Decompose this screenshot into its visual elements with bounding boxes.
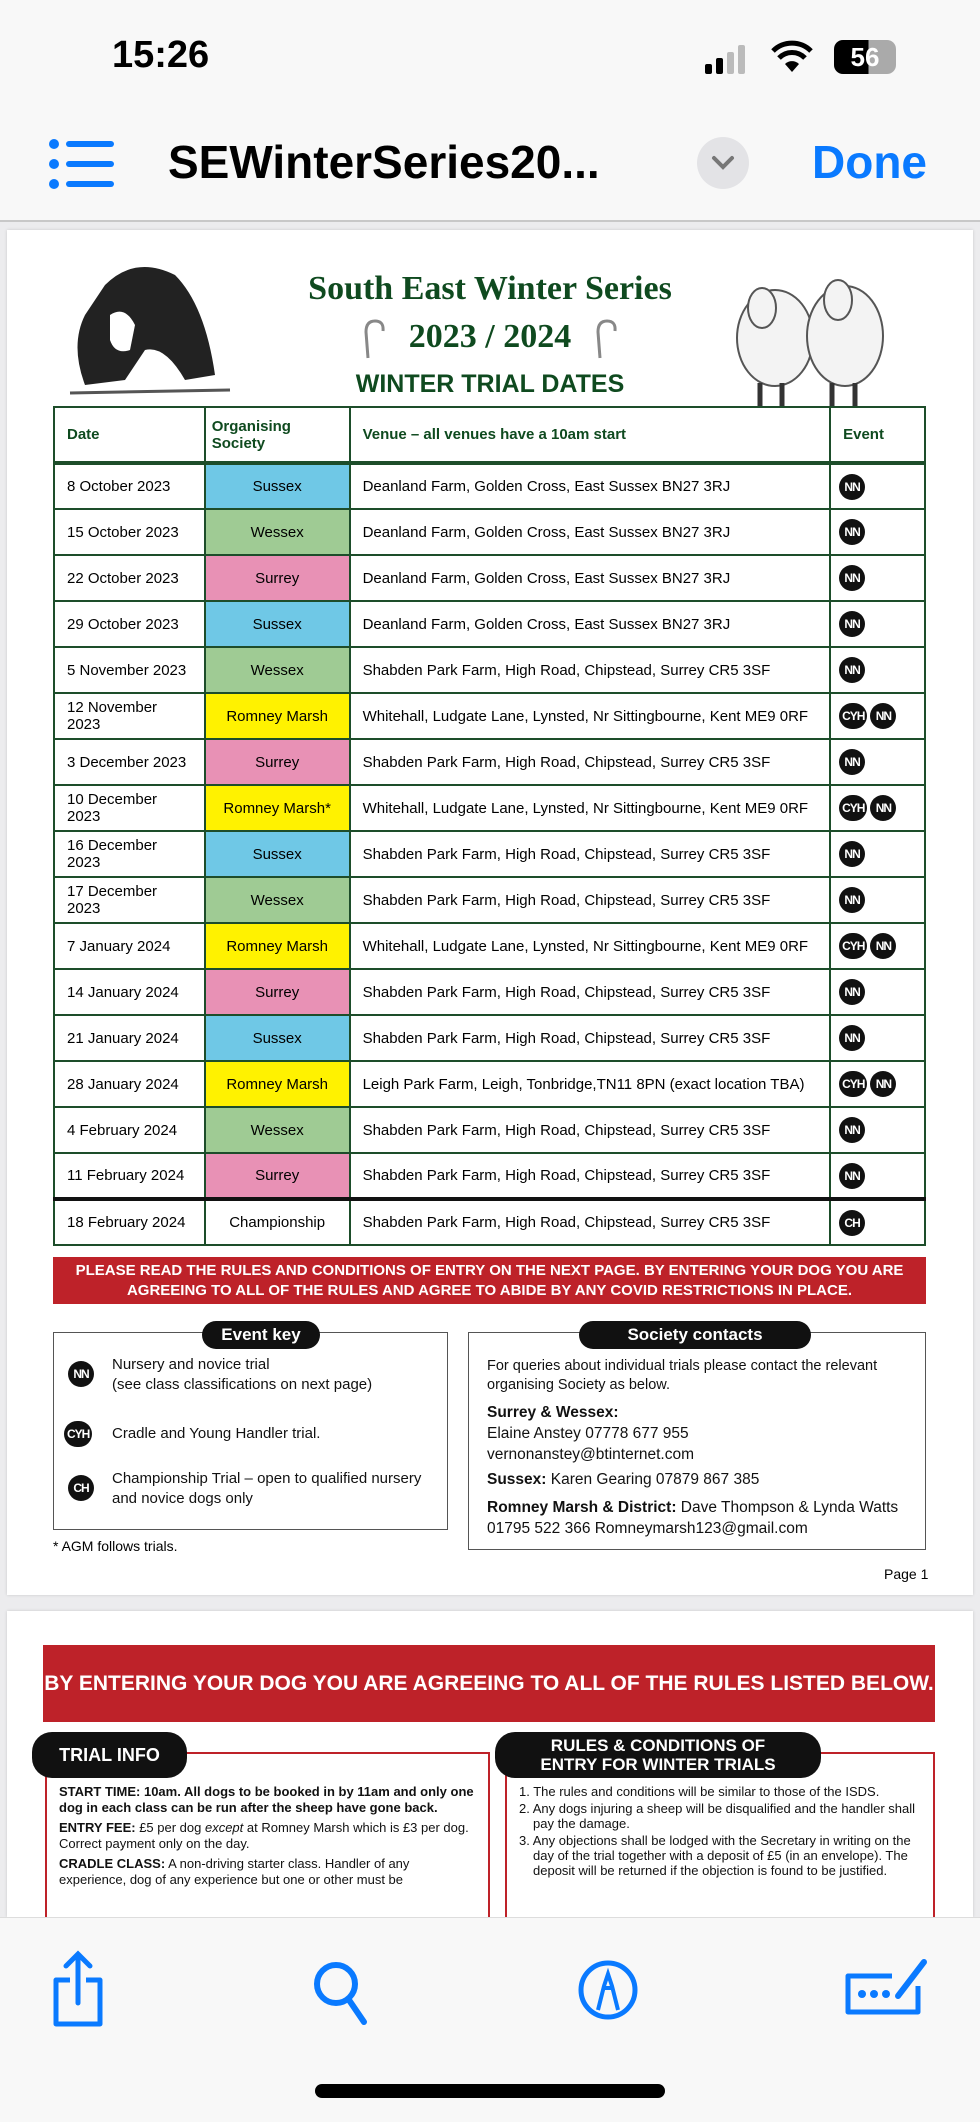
date-cell: 21 January 2024 [54, 1015, 205, 1061]
title-menu-button[interactable] [697, 137, 749, 189]
nn-badge-icon: NN [839, 657, 865, 683]
date-cell: 5 November 2023 [54, 647, 205, 693]
search-icon[interactable] [312, 1958, 372, 2028]
nn-badge-icon: NN [839, 841, 865, 867]
nn-badge-icon: NN [870, 795, 896, 821]
nn-badge-icon: NN [839, 1025, 865, 1051]
table-row [54, 509, 925, 555]
nn-badge-icon: NN [870, 933, 896, 959]
rule-item: 2. Any dogs injuring a sheep will be disqualified and the handler shall pay the damage. [519, 1801, 916, 1831]
event-cell [830, 831, 925, 877]
cyh-badge-icon: CYH [839, 703, 867, 729]
rules-title: RULES & CONDITIONS OF ENTRY FOR WINTER TRIALS [495, 1732, 821, 1778]
venue-cell: Deanland Farm, Golden Cross, East Sussex BN27 3RJ [350, 509, 831, 555]
contacts-intro: For queries about individual trials please contact the relevant organising Society as below. [487, 1358, 878, 1393]
venue-cell: Deanland Farm, Golden Cross, East Sussex BN27 3RJ [350, 555, 831, 601]
cyh-badge-icon: CYH [64, 1421, 92, 1447]
markup-icon[interactable] [576, 1958, 640, 2022]
date-cell: 22 October 2023 [54, 555, 205, 601]
agm-note: * AGM follows trials. [53, 1538, 178, 1554]
nn-badge-icon: NN [839, 887, 865, 913]
table-row [54, 647, 925, 693]
form-fill-icon[interactable] [842, 1956, 932, 2016]
table-row [54, 923, 925, 969]
key-nn-line1: Nursery and novice trial [112, 1356, 270, 1373]
start-time-label: START TIME: [59, 1784, 141, 1799]
col-header-date: Date [54, 407, 205, 463]
battery-icon: 56 [834, 40, 896, 74]
table-row [54, 785, 925, 831]
entry-fee-label: ENTRY FEE: [59, 1820, 136, 1835]
event-cell [830, 1153, 925, 1199]
event-cell [830, 601, 925, 647]
nav-bar [0, 110, 980, 222]
event-cell [830, 555, 925, 601]
table-row [54, 463, 925, 509]
venue-cell: Shabden Park Farm, High Road, Chipstead, Surrey CR5 3SF [350, 969, 831, 1015]
event-cell [830, 969, 925, 1015]
key-nn-line2: (see class classifications on next page) [112, 1376, 373, 1393]
date-cell: 10 December 2023 [54, 785, 205, 831]
nn-badge-icon: NN [839, 979, 865, 1005]
table-row [54, 555, 925, 601]
table-row [54, 969, 925, 1015]
society-cell: Wessex [205, 647, 350, 693]
date-cell: 4 February 2024 [54, 1107, 205, 1153]
surrey-wessex-contact: Elaine Anstey 07778 677 955 [487, 1425, 689, 1442]
start-time-text: 10am. All dogs to be booked in by 11am and only one dog in each class can be run after the sheep have gone back. [59, 1784, 474, 1815]
cyh-badge-icon: CYH [839, 795, 867, 821]
col-header-event: Event [830, 407, 925, 463]
event-cell [830, 509, 925, 555]
date-cell: 8 October 2023 [54, 463, 205, 509]
status-bar [0, 0, 980, 110]
society-cell: Wessex [205, 877, 350, 923]
date-cell: 7 January 2024 [54, 923, 205, 969]
table-row [54, 693, 925, 739]
rules-agreement-banner: BY ENTERING YOUR DOG YOU ARE AGREEING TO ALL OF THE RULES LISTED BELOW. [43, 1645, 935, 1722]
society-contacts-title: Society contacts [579, 1321, 811, 1349]
cyh-badge-icon: CYH [839, 1071, 867, 1097]
list-icon[interactable] [48, 138, 116, 190]
rule-item: 3. Any objections shall be lodged with the Secretary in writing on the day of the trial together with a deposit of £5 (in an envelope). The deposit will be returned if the objection is found to be justified. [519, 1833, 911, 1878]
entry-fee-emphasis: except [204, 1820, 244, 1835]
society-cell: Wessex [205, 1107, 350, 1153]
society-cell: Surrey [205, 555, 350, 601]
nn-badge-icon: NN [839, 519, 865, 545]
series-title: South East Winter Series [308, 270, 672, 307]
event-cell [830, 1107, 925, 1153]
venue-cell: Shabden Park Farm, High Road, Chipstead, Surrey CR5 3SF [350, 831, 831, 877]
event-cell [830, 739, 925, 785]
done-button[interactable]: Done [812, 136, 927, 188]
event-key-title: Event key [202, 1321, 320, 1349]
venue-cell: Shabden Park Farm, High Road, Chipstead, Surrey CR5 3SF [350, 1107, 831, 1153]
society-cell: Sussex [205, 831, 350, 877]
season-years: 2023 / 2024 [408, 318, 572, 355]
nn-badge-icon: NN [870, 703, 896, 729]
nn-badge-icon: NN [839, 474, 865, 500]
chevron-down-icon [711, 155, 735, 171]
col-header-society: Organising Society [205, 407, 350, 463]
date-cell: 16 December 2023 [54, 831, 205, 877]
society-contacts-box [468, 1325, 926, 1550]
col-header-venue: Venue – all venues have a 10am start [350, 407, 831, 463]
cyh-badge-icon: CYH [839, 933, 867, 959]
nn-badge-icon: NN [839, 1163, 865, 1189]
society-cell: Championship [205, 1199, 350, 1245]
venue-cell: Shabden Park Farm, High Road, Chipstead, Surrey CR5 3SF [350, 1153, 831, 1199]
event-cell [830, 785, 925, 831]
society-cell: Surrey [205, 969, 350, 1015]
society-cell: Sussex [205, 1015, 350, 1061]
date-cell: 28 January 2024 [54, 1061, 205, 1107]
table-row [54, 601, 925, 647]
venue-cell: Shabden Park Farm, High Road, Chipstead, Surrey CR5 3SF [350, 877, 831, 923]
venue-cell: Deanland Farm, Golden Cross, East Sussex BN27 3RJ [350, 601, 831, 647]
key-cyh-text: Cradle and Young Handler trial. [112, 1425, 321, 1442]
event-cell [830, 1015, 925, 1061]
event-cell [830, 1199, 925, 1245]
venue-cell: Shabden Park Farm, High Road, Chipstead, Surrey CR5 3SF [350, 739, 831, 785]
home-indicator[interactable] [315, 2084, 665, 2098]
venue-cell: Whitehall, Ludgate Lane, Lynsted, Nr Sittingbourne, Kent ME9 0RF [350, 923, 831, 969]
table-row [54, 1107, 925, 1153]
sussex-label: Sussex: [487, 1471, 547, 1488]
crook-icon [358, 318, 388, 362]
society-cell: Sussex [205, 463, 350, 509]
society-cell: Surrey [205, 739, 350, 785]
cradle-class-label: CRADLE CLASS: [59, 1856, 166, 1871]
table-row [54, 1061, 925, 1107]
surrey-wessex-label: Surrey & Wessex: [487, 1404, 619, 1421]
society-cell: Sussex [205, 601, 350, 647]
event-cell [830, 923, 925, 969]
event-cell [830, 463, 925, 509]
date-cell: 15 October 2023 [54, 509, 205, 555]
society-cell: Romney Marsh [205, 693, 350, 739]
signal-icon [705, 44, 755, 74]
table-row [54, 1015, 925, 1061]
date-cell: 11 February 2024 [54, 1153, 205, 1199]
sussex-contact: Karen Gearing 07879 867 385 [546, 1471, 760, 1488]
venue-cell: Shabden Park Farm, High Road, Chipstead, Surrey CR5 3SF [350, 647, 831, 693]
event-cell [830, 877, 925, 923]
venue-cell: Whitehall, Ludgate Lane, Lynsted, Nr Sittingbourne, Kent ME9 0RF [350, 693, 831, 739]
entry-fee-text: £5 per dog [135, 1820, 205, 1835]
nn-badge-icon: NN [839, 1117, 865, 1143]
date-cell: 17 December 2023 [54, 877, 205, 923]
date-cell: 14 January 2024 [54, 969, 205, 1015]
nn-badge-icon: NN [839, 565, 865, 591]
table-row [54, 739, 925, 785]
nn-badge-icon: NN [870, 1071, 896, 1097]
venue-cell: Shabden Park Farm, High Road, Chipstead, Surrey CR5 3SF [350, 1015, 831, 1061]
society-cell: Wessex [205, 509, 350, 555]
table-row [54, 1199, 925, 1245]
date-cell: 29 October 2023 [54, 601, 205, 647]
event-cell [830, 647, 925, 693]
society-cell: Romney Marsh [205, 1061, 350, 1107]
key-ch-line1: Championship Trial – open to qualified nursery [112, 1470, 422, 1487]
page-number: Page 1 [884, 1566, 929, 1582]
society-cell: Romney Marsh [205, 923, 350, 969]
table-row [54, 831, 925, 877]
wifi-icon [770, 40, 814, 74]
document-title: SEWinterSeries20... [168, 136, 600, 188]
date-cell: 12 November 2023 [54, 693, 205, 739]
nn-badge-icon: NN [839, 749, 865, 775]
event-cell [830, 1061, 925, 1107]
clock: 15:26 [112, 34, 210, 76]
society-cell: Surrey [205, 1153, 350, 1199]
venue-cell: Whitehall, Ludgate Lane, Lynsted, Nr Sittingbourne, Kent ME9 0RF [350, 785, 831, 831]
venue-cell: Leigh Park Farm, Leigh, Tonbridge,TN11 8PN (exact location TBA) [350, 1061, 831, 1107]
cradle-class-text: A non-driving starter class. Handler of any experience, dog of any experience but one or other must be [59, 1856, 410, 1887]
trial-dates-heading: WINTER TRIAL DATES [355, 370, 625, 398]
nn-badge-icon: NN [68, 1361, 94, 1387]
nn-badge-icon: NN [839, 611, 865, 637]
share-icon[interactable] [48, 1948, 108, 2028]
ch-badge-icon: CH [68, 1475, 94, 1501]
date-cell: 18 February 2024 [54, 1199, 205, 1245]
romney-contact: Dave Thompson & Lynda Watts 01795 522 366 Romneymarsh123@gmail.com [487, 1499, 899, 1537]
romney-label: Romney Marsh & District: [487, 1499, 677, 1516]
ch-badge-icon: CH [839, 1210, 865, 1236]
event-cell [830, 693, 925, 739]
key-ch-line2: and novice dogs only [112, 1490, 253, 1507]
rule-item: 1. The rules and conditions will be similar to those of the ISDS. [519, 1784, 880, 1799]
venue-cell: Deanland Farm, Golden Cross, East Sussex BN27 3RJ [350, 463, 831, 509]
rules-warning-banner: PLEASE READ THE RULES AND CONDITIONS OF ENTRY ON THE NEXT PAGE. BY ENTERING YOUR DOG YOU ARE AGREEING TO ALL OF THE RULES AND AGREE TO ABIDE BY ANY COVID RESTRICTIONS IN PLACE. [53, 1257, 926, 1304]
venue-cell: Shabden Park Farm, High Road, Chipstead, Surrey CR5 3SF [350, 1199, 831, 1245]
trial-info-title: TRIAL INFO [32, 1732, 187, 1778]
date-cell: 3 December 2023 [54, 739, 205, 785]
society-cell: Romney Marsh* [205, 785, 350, 831]
entry-fee-text-2: at Romney Marsh which is £3 per dog. Correct payment only on the day. [59, 1820, 469, 1851]
table-row [54, 1153, 925, 1199]
event-key-box [53, 1325, 448, 1530]
table-row [54, 877, 925, 923]
trial-dates-table [53, 406, 926, 1246]
surrey-wessex-email[interactable]: vernonanstey@btinternet.com [487, 1446, 695, 1463]
crook-icon [590, 318, 620, 362]
